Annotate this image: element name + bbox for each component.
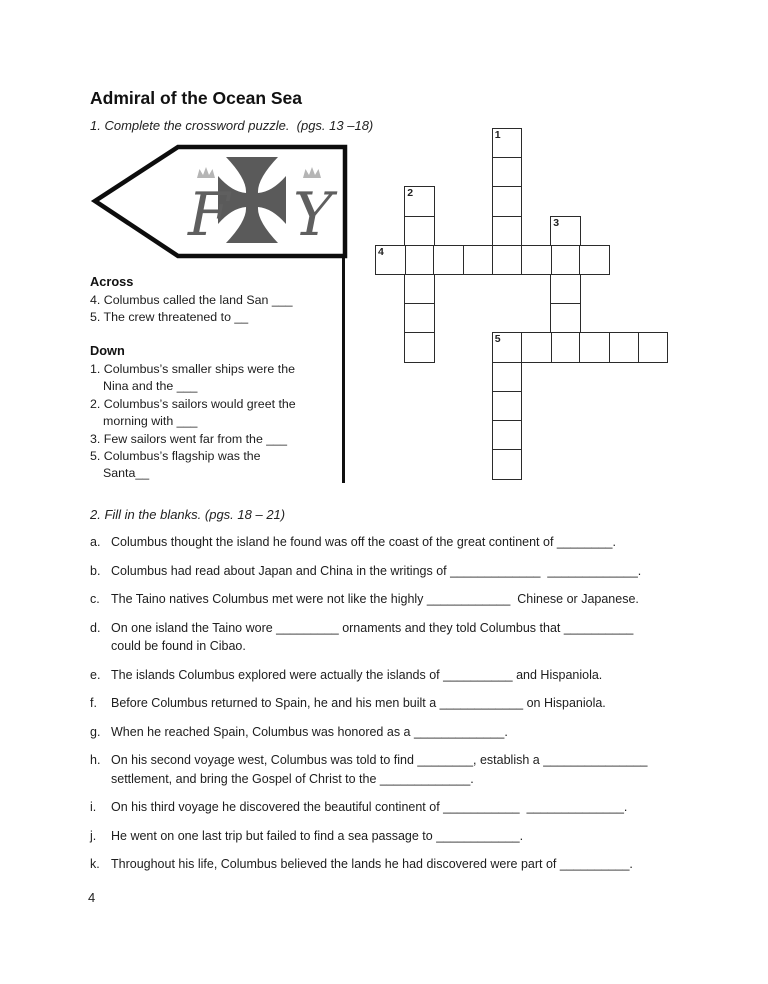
crossword-cell [492, 362, 523, 393]
item-letter: b. [90, 563, 101, 578]
crossword-cell [609, 332, 640, 363]
clue-text: 5. The crew threatened to __ [90, 310, 249, 325]
crossword-cell [404, 332, 435, 363]
item-letter: d. [90, 620, 101, 635]
crossword-cell-number: 5 [494, 333, 501, 346]
crossword-cell [638, 332, 669, 363]
crossword-cell [492, 245, 523, 276]
item-text-line: On his third voyage he discovered the beautiful continent of ___________ ______________. [111, 800, 628, 814]
item-text-line: could be found in Cibao. [111, 639, 246, 653]
fill-blank-item [90, 827, 710, 846]
item-text-line: He went on one last trip but failed to find a sea passage to ____________. [111, 828, 524, 843]
clue-text: 3. Few sailors went far from the ___ [90, 431, 287, 446]
clue-text: 1. Columbus’s smaller ships were the [90, 362, 295, 376]
crossword-cell [579, 245, 610, 276]
item-text-line: settlement, and bring the Gospel of Christ to the _____________. [111, 771, 474, 786]
fill-blank-item [90, 694, 710, 713]
crossword-cell [492, 391, 523, 422]
fill-blank-item [90, 533, 710, 552]
fill-blank-item [90, 855, 710, 874]
crossword-cell [550, 245, 581, 276]
crossword-cell [492, 216, 523, 247]
item-letter: f. [90, 696, 97, 710]
across-heading: Across [90, 274, 134, 289]
flag-letter-y: Y [293, 180, 333, 250]
crossword-cell-number: 1 [494, 129, 501, 141]
item-text-line: The islands Columbus explored were actually the islands of __________ and Hispaniola. [111, 667, 603, 682]
item-letter: e. [90, 667, 101, 682]
item-letter: i. [90, 800, 97, 814]
item-text [111, 694, 710, 713]
fill-blank-item [90, 590, 710, 609]
crossword-cell [521, 245, 552, 276]
fill-blank-item [90, 619, 710, 656]
item-text [111, 533, 710, 552]
item-text-line: On his second voyage west, Columbus was told to find ________, establish a _______________ [111, 753, 648, 767]
fill-blank-item [90, 666, 710, 685]
fill-blank-item [90, 723, 710, 742]
item-text-line: When he reached Spain, Columbus was honored as a _____________. [111, 724, 508, 739]
clue-text: Nina and the ___ [103, 379, 198, 394]
instruction-fill-blanks: 2. Fill in the blanks. (pgs. 18 – 21) [90, 507, 286, 522]
crossword-cell [404, 274, 435, 305]
item-text-line: Throughout his life, Columbus believed the lands he had discovered were part of __________. [111, 857, 633, 871]
item-letter: h. [90, 753, 101, 767]
item-text-line: Columbus had read about Japan and China in the writings of _____________ _____________. [111, 563, 642, 578]
item-letter: k. [90, 857, 100, 871]
item-letter: j. [90, 828, 97, 843]
fill-blank-item [90, 798, 710, 817]
item-text [111, 855, 710, 874]
crossword-cell [375, 245, 406, 276]
fill-in-blanks-list [90, 533, 710, 884]
crossword-cell [550, 274, 581, 305]
crossword-cell [550, 332, 581, 363]
crossword-cell [550, 303, 581, 334]
down-heading: Down [90, 343, 125, 358]
item-letter: a. [90, 535, 101, 549]
fill-blank-item [90, 562, 710, 581]
instruction-crossword: 1. Complete the crossword puzzle. (pgs. 13 –18) [90, 118, 374, 133]
across-clues-block [90, 274, 345, 327]
crossword-cell [492, 449, 523, 480]
crossword-cell [492, 157, 523, 188]
crossword-cell-number: 2 [407, 187, 414, 200]
item-text-line: The Taino natives Columbus met were not like the highly ____________ Chinese or Japanese. [111, 592, 639, 606]
down-clues-block [90, 343, 345, 483]
item-text [111, 751, 710, 788]
crossword-cell [579, 332, 610, 363]
crossword-cell [492, 420, 523, 451]
clue-text: 5. Columbus’s flagship was the [90, 449, 261, 464]
crossword-cell [550, 216, 581, 247]
item-text [111, 666, 710, 685]
item-letter: g. [90, 724, 101, 739]
item-text [111, 619, 710, 656]
item-text [111, 798, 710, 817]
crossword-cell [404, 245, 435, 276]
crossword-grid [375, 128, 671, 480]
clue-text: 4. Columbus called the land San ___ [90, 293, 293, 307]
columbus-flag-graphic [90, 143, 348, 265]
item-text-line: On one island the Taino wore _________ ornaments and they told Columbus that __________ [111, 620, 634, 635]
crossword-cell [433, 245, 464, 276]
crossword-cell [404, 216, 435, 247]
clue-text: Santa__ [103, 466, 150, 481]
flag-letter-f: F [188, 180, 230, 250]
item-text [111, 590, 710, 609]
down-clue-list [90, 361, 345, 483]
crossword-cell [492, 186, 523, 217]
item-text [111, 827, 710, 846]
clue-text: 2. Columbus’s sailors would greet the [90, 396, 296, 411]
item-letter: c. [90, 592, 100, 606]
crossword-cell [521, 332, 552, 363]
across-clue-list [90, 292, 345, 327]
crossword-cell [463, 245, 494, 276]
crossword-cell [492, 332, 523, 363]
item-text [111, 562, 710, 581]
item-text-line: Before Columbus returned to Spain, he and his men built a ____________ on Hispaniola. [111, 696, 606, 710]
crossword-cell-number: 3 [553, 216, 560, 229]
crossword-cell [404, 303, 435, 334]
crossword-cell [404, 186, 435, 217]
clue-text: morning with ___ [103, 414, 198, 429]
item-text [111, 723, 710, 742]
page-title: Admiral of the Ocean Sea [90, 88, 303, 108]
item-text-line: Columbus thought the island he found was off the coast of the great continent of ________. [111, 535, 616, 549]
page-number: 4 [88, 890, 96, 905]
crossword-cell [492, 128, 523, 159]
fill-blank-item [90, 751, 710, 788]
crossword-cell-number: 4 [378, 245, 384, 258]
